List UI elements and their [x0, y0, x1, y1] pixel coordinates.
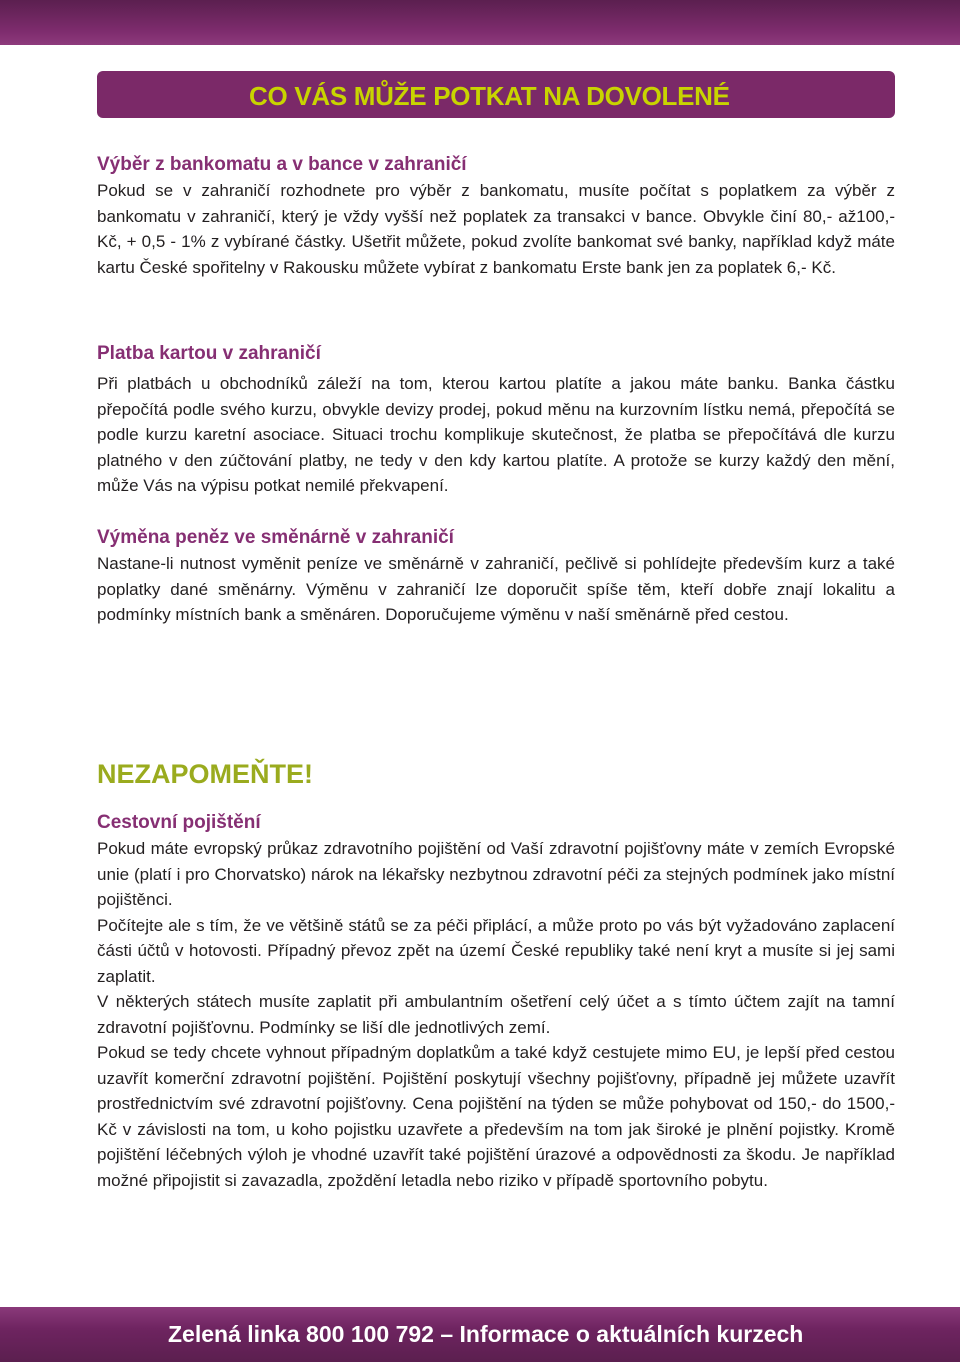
section-card-payment: [97, 341, 895, 499]
section-paragraph: Nastane-li nutnost vyměnit peníze ve směnárně v zahraničí, pečlivě si pohlídejte především kurz a také poplatky dané směnárny. Výměnu v zahraničí lze doporučit spíše těm, kteří dobře znají lokalitu a podmínky místních bank a směnáren. Doporučujeme výměnu v naší směnárně před cestou.: [97, 554, 895, 624]
section-heading: Platba kartou v zahraničí: [97, 343, 321, 364]
section-paragraph: Pokud se tedy chcete vyhnout případným doplatkům a také když cestujete mimo EU, je lepší před cestou uzavřít komerční zdravotní pojištění. Pojištění poskytují všechny pojišťovny, případně jej můžete uzavřít prostřednictvím své zdravotní pojišťovny. Cena pojištění na týden se může pohybovat od 150,- do 1500,- Kč v závislosti na tom, u koho pojistku uzavřete a především na tom jak široké je plnění pojistky. Kromě pojištění léčebných výloh je vhodné uzavřít také pojištění úrazové a odpovědnosti za škodu. Je například možné připojistit si zavazadla, zpoždění letadla nebo riziko v případě sportovního pobytu.: [97, 1043, 895, 1190]
footer-hotline-text: Zelená linka 800 100 792 – Informace o aktuálních kurzech: [168, 1321, 804, 1347]
section-paragraph: Počítejte ale s tím, že ve většině států se za péči připlácí, a může proto po vás být vyžadováno zaplacení části účtů v hotovosti. Případný převoz zpět na území České republiky také není kryt a musíte si jej sami zaplatit.: [97, 915, 895, 986]
section-travel-insurance: [97, 810, 895, 1193]
reminder-heading: NEZAPOMEŇTE!: [97, 759, 313, 789]
section-atm-withdrawal: [97, 152, 895, 280]
section-heading: Cestovní pojištění: [97, 812, 261, 833]
section-paragraph: Pokud se v zahraničí rozhodnete pro výběr z bankomatu, musíte počítat s poplatkem za výběr z bankomatu v zahraničí, který je vždy vyšší než poplatek za transakci v bance. Obvykle činí 80,- až100,- Kč, + 0,5 - 1% z vybírané částky. Ušetřit můžete, pokud zvolíte bankomat své banky, například když máte kartu České spořitelny v Rakousku můžete vybírat z bankomatu Erste bank jen za poplatek 6,- Kč.: [97, 181, 895, 277]
section-paragraph: Pokud máte evropský průkaz zdravotního pojištění od Vaší zdravotní pojišťovny máte v zemích Evropské unie (platí i pro Chorvatsko) nárok na lékařsky nezbytnou zdravotní péči za stejných podmínek jako místní pojištěnci.: [97, 839, 895, 909]
section-paragraph: Při platbách u obchodníků záleží na tom, kterou kartou platíte a jakou máte banku. Banka částku přepočítá podle svého kurzu, obvykle devizy prodej, pokud měnu na kurzovním lístku nemá, přepočítá se podle kurzu karetní asociace. Situaci trochu komplikuje skutečnost, že platba se přepočítává dle kurzu platného v den zúčtování platby, ne tedy v den kdy kartou platíte. A protože se kurzy každý den mění, může Vás na výpisu potkat nemilé překvapení.: [97, 374, 895, 495]
section-paragraph: V některých státech musíte zaplatit při ambulantním ošetření celý účet a s tímto účtem zajít na tamní zdravotní pojišťovnu. Podmínky se liší dle jednotlivých zemí.: [97, 992, 895, 1037]
footer-band: [0, 1307, 960, 1362]
top-band: [0, 0, 960, 45]
page-title: CO VÁS MŮŽE POTKAT NA DOVOLENÉ: [249, 81, 730, 111]
section-heading: Výběr z bankomatu a v bance v zahraničí: [97, 154, 467, 175]
title-banner: [97, 71, 895, 118]
section-currency-exchange: [97, 525, 895, 628]
section-heading: Výměna peněz ve směnárně v zahraničí: [97, 527, 454, 548]
